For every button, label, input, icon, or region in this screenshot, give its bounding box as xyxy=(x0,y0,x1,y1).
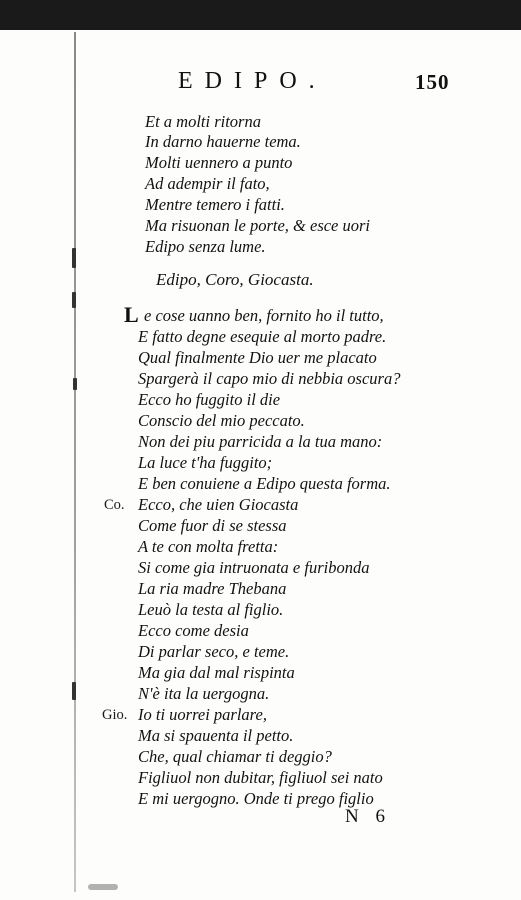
verse-line: N'è ita la uergogna. xyxy=(138,684,270,703)
verse-line: Ecco come desia xyxy=(138,621,249,640)
drop-capital: L xyxy=(124,302,139,327)
verse-line: Leuò la testa al figlio. xyxy=(138,600,284,619)
verse-line: Che, qual chiamar ti deggio? xyxy=(138,747,332,766)
verse-line: E mi uergogno. Onde ti prego figlio xyxy=(138,789,374,808)
gutter-mark xyxy=(73,378,77,390)
page-number: 150 xyxy=(415,70,450,94)
scene-heading: Edipo, Coro, Giocasta. xyxy=(156,270,314,289)
page-gutter xyxy=(74,32,76,892)
speaker-label: Co. xyxy=(104,497,125,513)
verse-line: Edipo senza lume. xyxy=(145,237,266,256)
verse-line: La luce t'ha fuggito; xyxy=(138,453,273,472)
verse-line: Io ti uorrei parlare, xyxy=(138,705,267,724)
verse-line: La ria madre Thebana xyxy=(138,579,287,598)
scan-top-border xyxy=(0,0,521,30)
page-header xyxy=(0,68,521,98)
speaker-label: Gio. xyxy=(102,707,128,723)
gutter-mark xyxy=(72,248,76,268)
verse-line: Come fuor di se stessa xyxy=(138,516,287,535)
verse-line: Ad adempir il fato, xyxy=(145,174,270,193)
running-title: EDIPO. xyxy=(178,68,327,94)
verse-line: e cose uanno ben, fornito ho il tutto, xyxy=(144,306,384,325)
verse-line: Si come gia intruonata e furibonda xyxy=(138,558,370,577)
ink-smudge xyxy=(88,884,118,890)
verse-line: Ecco ho fuggito il die xyxy=(138,390,281,409)
verse-line: Conscio del mio peccato. xyxy=(138,411,305,430)
verse-line: Non dei piu parricida a la tua mano: xyxy=(138,432,383,451)
verse-line: Ma risuonan le porte, & esce uori xyxy=(145,216,371,235)
verse-line: Qual finalmente Dio uer me placato xyxy=(138,348,377,367)
verse-line: Et a molti ritorna xyxy=(145,112,261,131)
verse-line: Mentre temero i fatti. xyxy=(145,195,285,214)
verse-line: Ecco, che uien Giocasta xyxy=(138,495,299,514)
verse-line: Molti uennero a punto xyxy=(145,153,293,172)
verse-line: A te con molta fretta: xyxy=(138,537,279,556)
gutter-mark xyxy=(72,292,76,308)
verse-line: Ma gia dal mal rispinta xyxy=(138,663,295,682)
verse-line: Figliuol non dubitar, figliuol sei nato xyxy=(138,768,383,787)
verse-line: Ma si spauenta il petto. xyxy=(138,726,294,745)
verse-line: In darno hauerne tema. xyxy=(145,132,301,151)
verse-line: E ben conuiene a Edipo questa forma. xyxy=(138,474,391,493)
signature-mark: N 6 xyxy=(345,806,391,827)
verse-line: E fatto degne esequie al morto padre. xyxy=(138,327,387,346)
verse-line: Spargerà il capo mio di nebbia oscura? xyxy=(138,369,401,388)
verse-line: Di parlar seco, e teme. xyxy=(138,642,290,661)
gutter-mark xyxy=(72,682,76,700)
